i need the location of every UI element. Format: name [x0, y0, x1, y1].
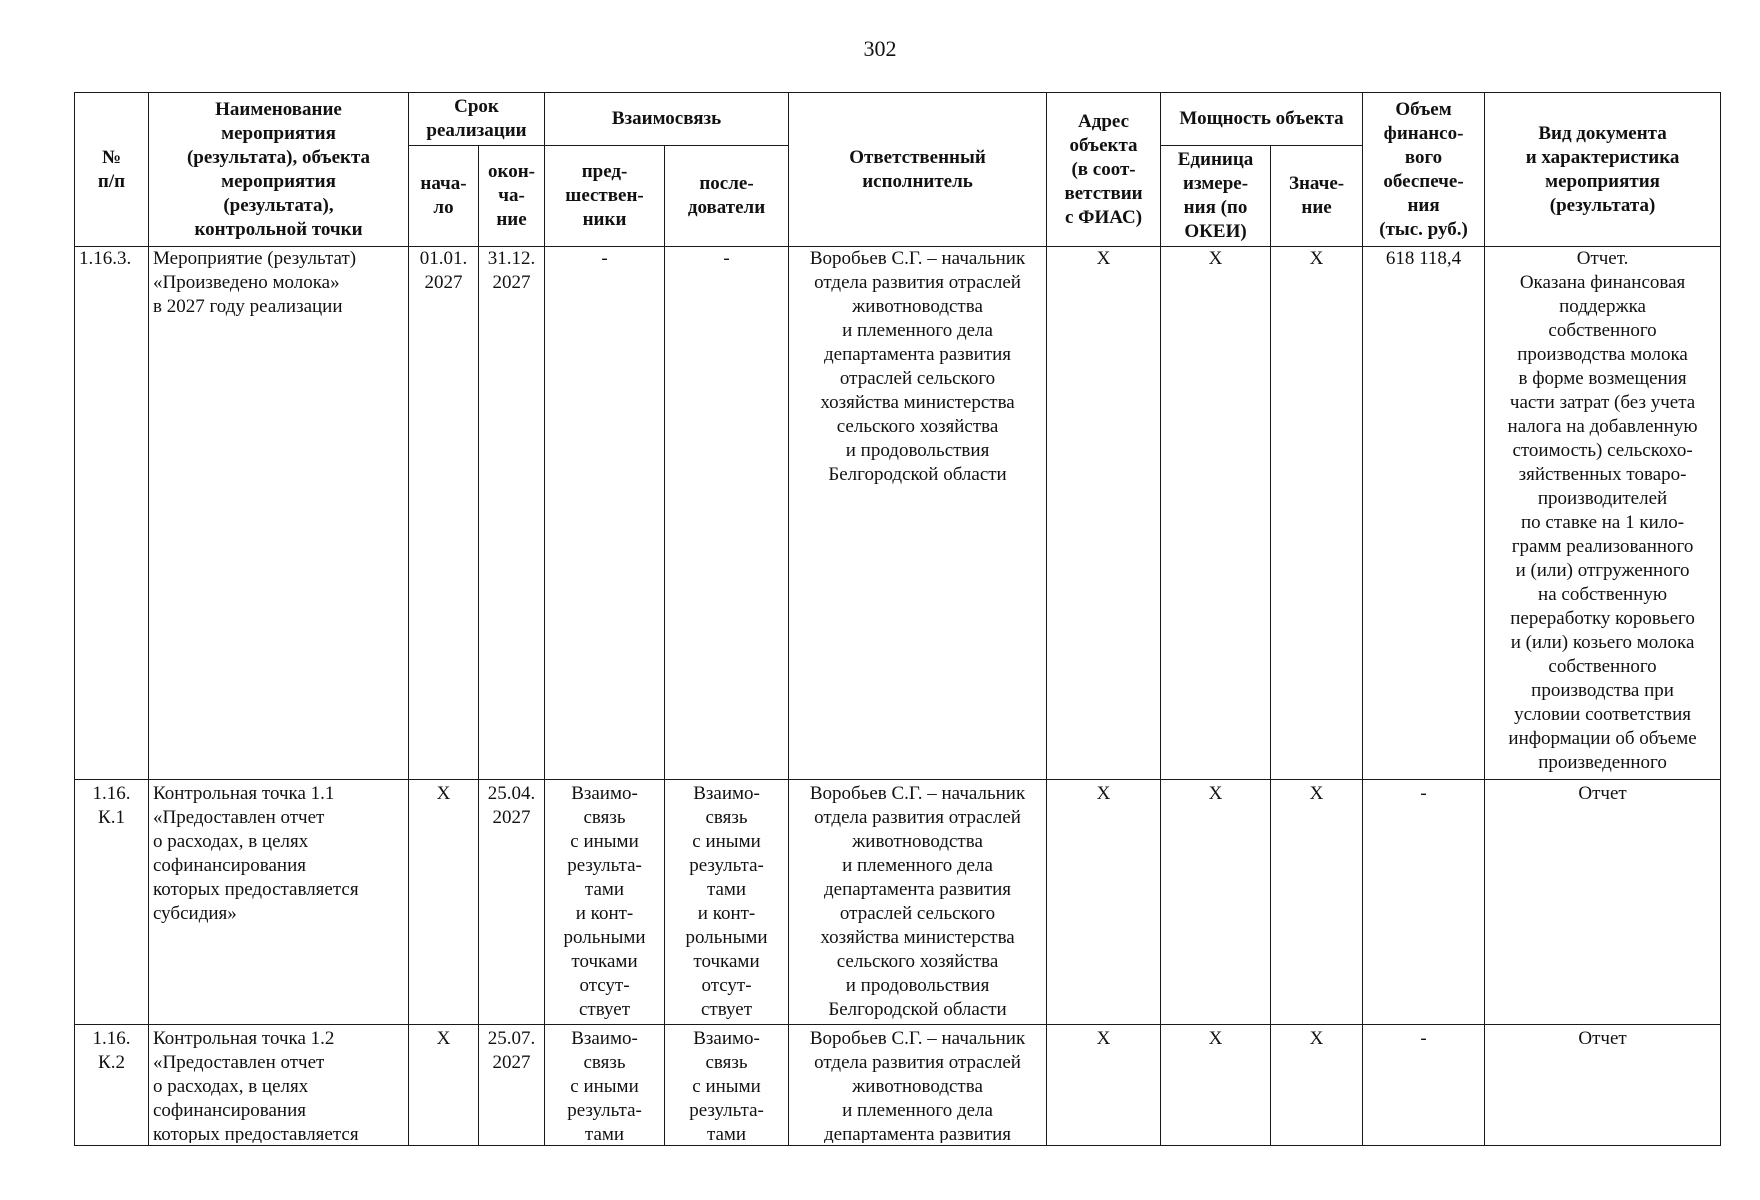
cell-responsible: Воробьев С.Г. – начальник отдела развития отраслей животноводства и племенного дела департамента развития отраслей сельского хозяйства министерства сельского хозяйства и продовольствия Белгородской области — [789, 780, 1047, 1025]
header-capacity-unit: Единица измере- ния (по ОКЕИ) — [1161, 146, 1271, 247]
header-link: Взаимосвязь — [545, 93, 789, 146]
cell-value: X — [1271, 247, 1363, 780]
header-capacity: Мощность объекта — [1161, 93, 1363, 146]
cell-responsible: Воробьев С.Г. – начальник отдела развития отраслей животноводства и племенного дела департамента развития отраслей сельского хозяйства министерства сельского хозяйства и продовольствия Белгородской области — [789, 247, 1047, 780]
cell-next — [665, 1025, 789, 1146]
table-row — [75, 247, 1721, 780]
header-name: Наименование мероприятия (результата), объекта мероприятия (результата), контрольной точки — [149, 93, 409, 247]
table-row — [75, 1025, 1721, 1146]
cell-doc — [1485, 247, 1721, 780]
cell-next-text: Взаимо- связь с иными результа- тами — [689, 1028, 764, 1143]
cell-doc-text: Отчет. Оказана финансовая поддержка собственного производства молока в форме возмещения части затрат (без учета налога на добавленную стоимость) сельскохо- зяйственных товаро- производителей по ставке на 1 кило- грамм реализованного и (или) отгруженного на собственную переработку коровьего и (или) козьего молока собственного производства при условии соответствия информации об объеме произведенного — [1507, 248, 1698, 773]
cell-pred-text: Взаимо- связь с иными результа- тами — [567, 1028, 642, 1143]
events-table — [74, 92, 1721, 1146]
cell-pred: - — [545, 247, 665, 780]
cell-responsible-text: Воробьев С.Г. – начальник отдела развития отраслей животноводства и племенного дела департамента развития — [809, 1028, 1026, 1143]
cell-num: 1.16.3. — [75, 247, 149, 780]
header-term: Срок реализации — [409, 93, 545, 146]
cell-num: 1.16. К.1 — [75, 780, 149, 1025]
cell-address: X — [1047, 780, 1161, 1025]
table-row — [75, 780, 1721, 1025]
header-capacity-value: Значе- ние — [1271, 146, 1363, 247]
cell-doc: Отчет — [1485, 780, 1721, 1025]
cell-start: X — [409, 1025, 479, 1146]
cell-doc: Отчет — [1485, 1025, 1721, 1146]
page-number: 302 — [863, 36, 897, 61]
cell-num: 1.16. К.2 — [75, 1025, 149, 1146]
cell-pred: Взаимо- связь с иными результа- тами и конт- рольными точками отсут- ствует — [545, 780, 665, 1025]
cell-unit: X — [1161, 1025, 1271, 1146]
header-responsible: Ответственный исполнитель — [789, 93, 1047, 247]
cell-pred — [545, 1025, 665, 1146]
cell-unit: X — [1161, 247, 1271, 780]
header-term-start: нача- ло — [409, 146, 479, 247]
cell-unit: X — [1161, 780, 1271, 1025]
cell-next: Взаимо- связь с иными результа- тами и конт- рольными точками отсут- ствует — [665, 780, 789, 1025]
cell-name: Мероприятие (результат) «Произведено молока» в 2027 году реализации — [149, 247, 409, 780]
cell-value: X — [1271, 1025, 1363, 1146]
cell-value: X — [1271, 780, 1363, 1025]
cell-end: 25.07. 2027 — [479, 1025, 545, 1146]
header-doc-type: Вид документа и характеристика мероприятия (результата) — [1485, 93, 1721, 247]
cell-finance: - — [1363, 780, 1485, 1025]
header-link-pred: пред- шествен- ники — [545, 146, 665, 247]
cell-start: X — [409, 780, 479, 1025]
cell-name: Контрольная точка 1.1 «Предоставлен отчет о расходах, в целях софинансирования которых предоставляется субсидия» — [149, 780, 409, 1025]
header-term-end: окон- ча- ние — [479, 146, 545, 247]
header-link-next: после- дователи — [665, 146, 789, 247]
cell-start: 01.01. 2027 — [409, 247, 479, 780]
cell-finance: - — [1363, 1025, 1485, 1146]
cell-responsible — [789, 1025, 1047, 1146]
cell-address: X — [1047, 247, 1161, 780]
cell-name — [149, 1025, 409, 1146]
cell-address: X — [1047, 1025, 1161, 1146]
cell-finance: 618 118,4 — [1363, 247, 1485, 780]
cell-name-text: Контрольная точка 1.2 «Предоставлен отчет о расходах, в целях софинансирования которых предоставляется — [153, 1028, 359, 1143]
cell-end: 25.04. 2027 — [479, 780, 545, 1025]
header-address: Адрес объекта (в соот- ветствии с ФИАС) — [1047, 93, 1161, 247]
header-num: № п/п — [75, 93, 149, 247]
cell-next: - — [665, 247, 789, 780]
cell-end: 31.12. 2027 — [479, 247, 545, 780]
table-header — [75, 93, 1721, 247]
header-finance: Объем финансо- вого обеспече- ния (тыс. руб.) — [1363, 93, 1485, 247]
